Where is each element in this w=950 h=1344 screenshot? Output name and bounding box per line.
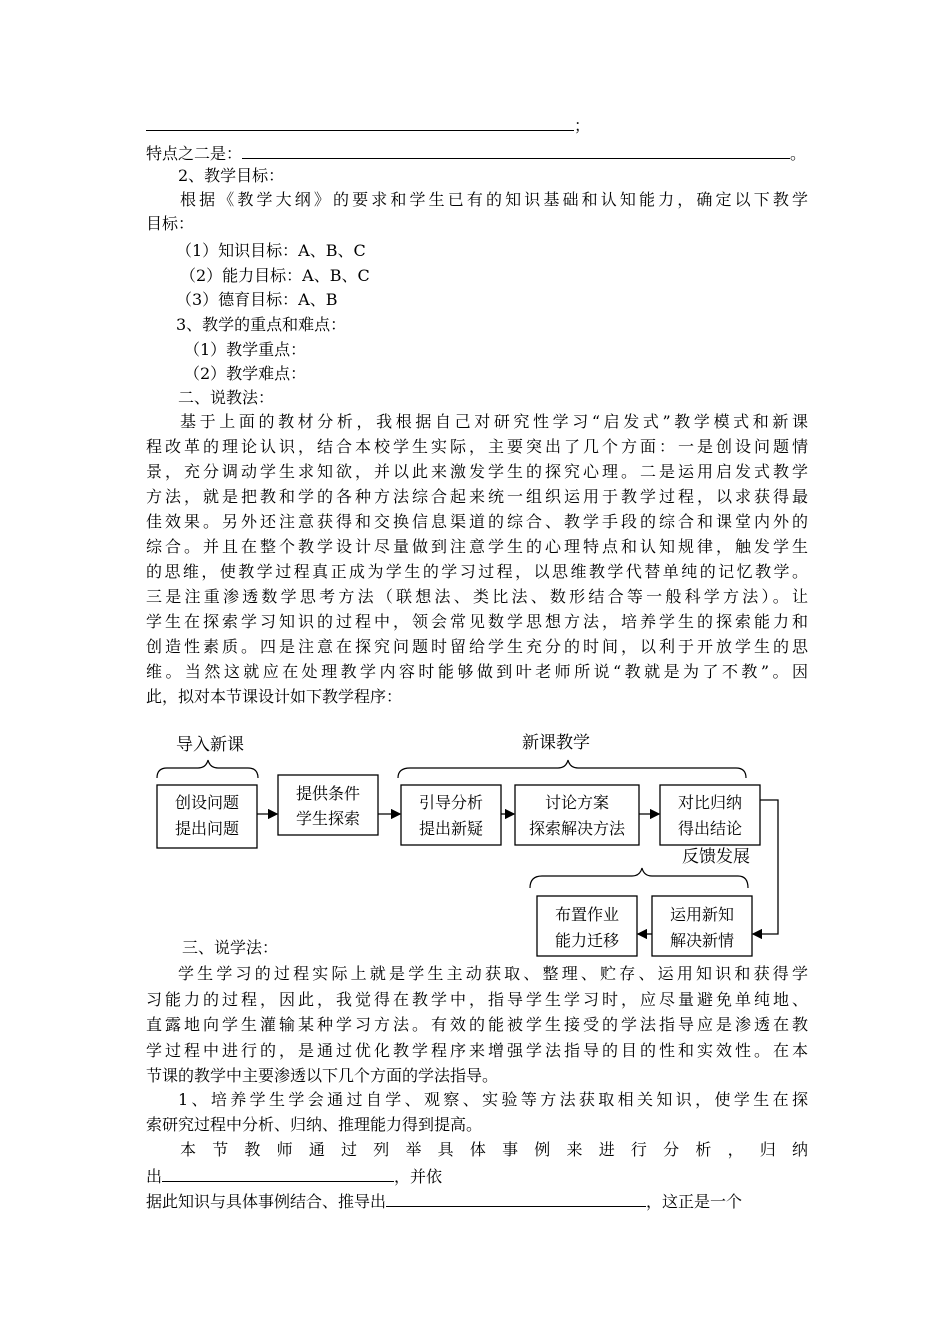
paragraph-line: 方法，就是把教和学的各种方法综合起来统一组织运用于教学过程，以求获得最 [146,487,808,506]
svg-text:创设问题: 创设问题 [174,793,240,812]
paragraph-line: 景，充分调动学生求知欲，并以此来激发学生的探究心理。二是运用启发式教学 [146,462,808,481]
svg-text:学生探索: 学生探索 [295,809,361,828]
brace-new-lesson [398,760,746,778]
paragraph-line: 目标： [146,214,195,233]
key-point-item: （1）教学重点： [184,340,307,359]
paragraph-line: 创造性素质。四是注意在探究问题时留给学生充分的时间，以利于开放学生的思 [146,637,808,656]
brace-feedback [530,868,748,888]
blank-answer-line-1: ； [146,112,590,138]
arrow-feedback-loop [753,800,778,934]
svg-text:布置作业: 布置作业 [554,905,620,924]
paragraph-line: 基于上面的教材分析，我根据自己对研究性学习“启发式”教学模式和新课 [180,412,808,431]
paragraph-line: 学生在探索学习知识的过程中，领会常见数学思想方法，培养学生的探索能力和 [146,612,808,631]
svg-text:得出结论: 得出结论 [677,819,743,838]
svg-text:讨论方案: 讨论方案 [544,793,610,812]
answer-blank [386,1188,646,1207]
section-heading: 2、教学目标： [178,166,285,185]
label-intro: 导入新课 [176,735,244,755]
svg-text:提出新疑: 提出新疑 [418,819,484,838]
paragraph-line: 程改革的理论认识，结合本校学生实际，主要突出了几个方面：一是创设问题情 [146,437,808,456]
section-heading: 二、说教法： [178,388,275,407]
brace-intro [157,760,258,778]
section-heading: 三、说学法： [182,938,279,957]
paragraph-line: 习能力的过程，因此，我觉得在教学中，指导学生学习时，应尽量避免单纯地、 [146,990,808,1009]
paragraph-line: 的思维，使教学过程真正成为学生的学习过程，以思维教学代替单纯的记忆教学。 [146,562,808,581]
paragraph-line: 根据《教学大纲》的要求和学生已有的知识基础和认知能力，确定以下教学 [180,190,808,209]
paragraph-line: 本节教师通过列举具体事例来进行分析，归纳 [180,1140,808,1159]
label-feedback: 反馈发展 [682,847,750,867]
feature-two-line: 特点之二是： 。 [146,140,806,166]
paragraph-line: 综合。并且在整个教学设计尽量做到注意学生的心理特点和认知规律，触发学生 [146,537,808,556]
paragraph-line: 直露地向学生灌输某种学习方法。有效的能被学生接受的学法指导应是渗透在教 [146,1015,808,1034]
paragraph-line: 节课的教学中主要渗透以下几个方面的学法指导。 [146,1066,499,1085]
svg-text:能力迁移: 能力迁移 [554,931,620,950]
svg-text:运用新知: 运用新知 [669,905,735,924]
svg-text:提供条件: 提供条件 [295,784,361,803]
paragraph-line: 三是注重渗透数学思考方法（联想法、类比法、数形结合等一般科学方法）。让 [146,587,808,606]
svg-text:解决新情: 解决新情 [669,931,735,950]
section-heading: 3、教学的重点和难点： [176,315,347,334]
paragraph-line: 索研究过程中分析、归纳、推理能力得到提高。 [146,1115,483,1134]
svg-text:对比归纳: 对比归纳 [677,793,743,812]
paragraph-line: 1、培养学生学会通过自学、观察、实验等方法获取相关知识，使学生在探 [178,1090,808,1109]
paragraph-line: 学生学习的过程实际上就是学生主动获取、整理、贮存、运用知识和获得学 [178,964,808,983]
goal-item: （2）能力目标：A、B、C [180,266,370,285]
svg-text:探索解决方法: 探索解决方法 [528,819,626,838]
svg-text:引导分析: 引导分析 [418,793,484,812]
key-point-item: （2）教学难点： [184,364,307,383]
goal-item: （3）德育目标：A、B [176,290,338,309]
paragraph-line: 学过程中进行的，是通过优化教学程序来增强学法指导的目的性和实效性。在本 [146,1041,808,1060]
fill-in-line: 据此知识与具体事例结合、推导出 ，这正是一个 [146,1188,742,1214]
paragraph-line: 维。当然这就应在处理教学内容时能够做到叶老师所说“教就是为了不教”。因 [146,662,808,681]
svg-text:提出问题: 提出问题 [174,819,240,838]
answer-blank [162,1163,394,1182]
goal-item: （1）知识目标：A、B、C [176,241,366,260]
paragraph-line: 此，拟对本节课设计如下教学程序： [146,687,403,706]
label-new-lesson: 新课教学 [522,733,590,753]
paragraph-line: 佳效果。另外还注意获得和交换信息渠道的综合、教学手段的综合和课堂内外的 [146,512,808,531]
feature-two-label: 特点之二是： [146,144,243,163]
fill-in-line: 出 ，并依 [146,1163,442,1189]
